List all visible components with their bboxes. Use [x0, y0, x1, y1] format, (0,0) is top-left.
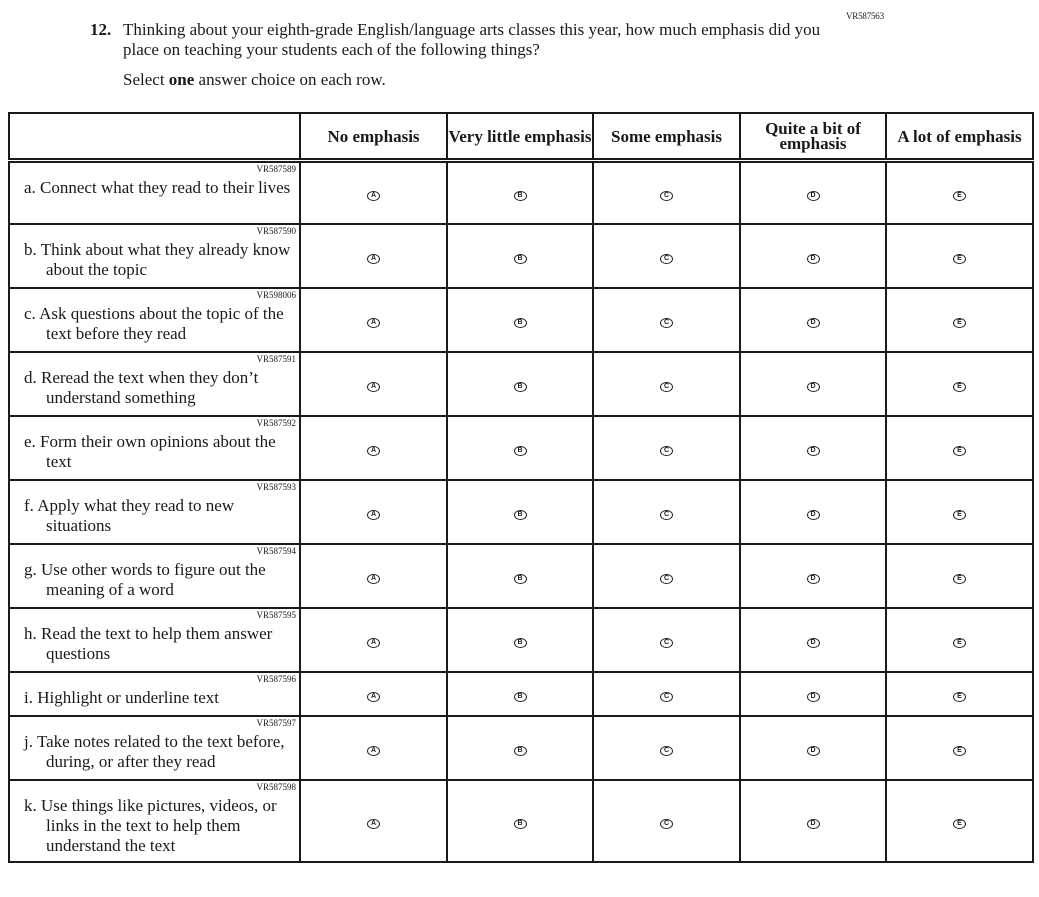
option-cell	[593, 352, 740, 416]
answer-bubble-b[interactable]: B	[514, 638, 527, 648]
option-cell	[740, 416, 886, 480]
answer-bubble-d[interactable]: D	[807, 318, 820, 328]
option-cell	[593, 608, 740, 672]
option-cell	[593, 224, 740, 288]
option-cell	[740, 672, 886, 716]
item-cell	[9, 288, 300, 352]
item-letter: h.	[24, 623, 37, 643]
instruction-post: answer choice on each row.	[194, 70, 386, 89]
option-cell	[886, 416, 1033, 480]
question-text: Thinking about your eighth-grade English/language arts classes this year, how much emphasis did you place on teaching your students each of the following things?	[123, 20, 821, 59]
answer-bubble-d[interactable]: D	[807, 254, 820, 264]
option-cell	[300, 288, 447, 352]
table-row	[9, 716, 1033, 780]
answer-bubble-e[interactable]: E	[953, 574, 966, 584]
item-letter: d.	[24, 367, 37, 387]
table-row	[9, 544, 1033, 608]
instruction	[123, 70, 386, 90]
item-text: Read the text to help them answer questions	[41, 623, 273, 663]
item-letter: a.	[24, 178, 36, 197]
item-code: VR598006	[256, 289, 296, 300]
answer-bubble-d[interactable]: D	[807, 382, 820, 392]
answer-bubble-d[interactable]: D	[807, 510, 820, 520]
table-row	[9, 352, 1033, 416]
answer-bubble-a[interactable]: A	[367, 318, 380, 328]
item-text: Highlight or underline text	[37, 687, 220, 707]
item-letter: e.	[24, 431, 36, 451]
option-cell	[886, 544, 1033, 608]
column-header: No emphasis	[300, 113, 447, 161]
column-header: Quite a bit of emphasis	[740, 113, 886, 161]
option-cell	[740, 608, 886, 672]
item-cell	[9, 780, 300, 862]
option-cell	[300, 608, 447, 672]
answer-bubble-a[interactable]: A	[367, 382, 380, 392]
option-cell	[300, 161, 447, 224]
option-cell	[447, 672, 593, 716]
item-code: VR587597	[256, 717, 296, 728]
option-cell	[886, 716, 1033, 780]
option-cell	[740, 161, 886, 224]
answer-bubble-c[interactable]: C	[660, 510, 673, 520]
item-cell	[9, 608, 300, 672]
header-row	[9, 113, 1033, 161]
answer-bubble-a[interactable]: A	[367, 692, 380, 702]
option-cell	[886, 480, 1033, 544]
answer-bubble-d[interactable]: D	[807, 819, 820, 829]
option-cell	[886, 224, 1033, 288]
option-cell	[740, 780, 886, 862]
column-header: Very little emphasis	[447, 113, 593, 161]
answer-bubble-c[interactable]: C	[660, 574, 673, 584]
item-text: Use things like pictures, videos, or links in the text to help them understand the text	[41, 795, 277, 855]
option-cell	[886, 672, 1033, 716]
item-code: VR587595	[256, 609, 296, 620]
item-label	[10, 728, 299, 772]
answer-bubble-a[interactable]: A	[367, 819, 380, 829]
answer-bubble-c[interactable]: C	[660, 746, 673, 756]
answer-bubble-e[interactable]: E	[953, 510, 966, 520]
answer-bubble-a[interactable]: A	[367, 574, 380, 584]
item-code: VR587598	[256, 781, 296, 792]
option-cell	[447, 288, 593, 352]
item-label	[10, 236, 299, 280]
option-cell	[447, 224, 593, 288]
answer-bubble-d[interactable]: D	[807, 638, 820, 648]
answer-bubble-b[interactable]: B	[514, 382, 527, 392]
item-label	[10, 300, 299, 344]
item-code: VR587589	[256, 164, 296, 174]
option-cell	[300, 716, 447, 780]
answer-bubble-a[interactable]: A	[367, 746, 380, 756]
answer-bubble-d[interactable]: D	[807, 746, 820, 756]
answer-bubble-d[interactable]: D	[807, 446, 820, 456]
item-text: Reread the text when they don’t understand something	[41, 367, 259, 407]
item-cell	[9, 416, 300, 480]
option-cell	[740, 288, 886, 352]
item-code: VR587591	[256, 353, 296, 364]
item-text: Form their own opinions about the text	[40, 431, 276, 471]
option-cell	[886, 161, 1033, 224]
answer-bubble-a[interactable]: A	[367, 510, 380, 520]
item-code: VR587592	[256, 417, 296, 428]
item-code: VR587590	[256, 225, 296, 236]
answer-bubble-c[interactable]: C	[660, 692, 673, 702]
answer-bubble-c[interactable]: C	[660, 191, 673, 201]
answer-bubble-e[interactable]: E	[953, 191, 966, 201]
answer-bubble-e[interactable]: E	[953, 318, 966, 328]
item-text: Ask questions about the topic of the text before they read	[39, 303, 284, 343]
table-row	[9, 416, 1033, 480]
answer-bubble-d[interactable]: D	[807, 574, 820, 584]
item-letter: k.	[24, 795, 37, 815]
answer-bubble-b[interactable]: B	[514, 574, 527, 584]
item-cell	[9, 544, 300, 608]
option-cell	[300, 352, 447, 416]
answer-bubble-d[interactable]: D	[807, 692, 820, 702]
answer-bubble-a[interactable]: A	[367, 638, 380, 648]
option-cell	[593, 480, 740, 544]
item-label	[10, 792, 299, 856]
answer-bubble-e[interactable]: E	[953, 746, 966, 756]
option-cell	[447, 161, 593, 224]
item-text: Use other words to figure out the meaning of a word	[41, 559, 266, 599]
item-text: Think about what they already know about the topic	[40, 239, 291, 279]
item-letter: f.	[24, 495, 34, 515]
item-cell	[9, 480, 300, 544]
option-cell	[300, 672, 447, 716]
item-letter: g.	[24, 559, 37, 579]
option-cell	[300, 224, 447, 288]
option-cell	[886, 780, 1033, 862]
column-header: A lot of emphasis	[886, 113, 1033, 161]
table-row	[9, 480, 1033, 544]
answer-bubble-c[interactable]: C	[660, 254, 673, 264]
header-blank	[9, 113, 300, 161]
instruction-bold: one	[168, 70, 195, 89]
option-cell	[740, 716, 886, 780]
answer-bubble-b[interactable]: B	[514, 692, 527, 702]
table-row	[9, 780, 1033, 862]
option-cell	[886, 608, 1033, 672]
option-cell	[593, 780, 740, 862]
answer-bubble-a[interactable]: A	[367, 254, 380, 264]
item-text: Apply what they read to new situations	[37, 495, 235, 535]
answer-bubble-c[interactable]: C	[660, 382, 673, 392]
option-cell	[447, 716, 593, 780]
option-cell	[447, 480, 593, 544]
item-text: Connect what they read to their lives	[40, 178, 291, 197]
option-cell	[886, 352, 1033, 416]
item-letter: b.	[24, 239, 37, 259]
option-cell	[447, 416, 593, 480]
column-header: Some emphasis	[593, 113, 740, 161]
table-row	[9, 288, 1033, 352]
item-code: VR587593	[256, 481, 296, 492]
answer-bubble-e[interactable]: E	[953, 638, 966, 648]
item-letter: j.	[24, 731, 33, 751]
option-cell	[593, 672, 740, 716]
answer-bubble-d[interactable]: D	[807, 191, 820, 201]
item-letter: c.	[24, 303, 36, 323]
item-cell	[9, 352, 300, 416]
answer-bubble-b[interactable]: B	[514, 191, 527, 201]
item-code: VR587594	[256, 545, 296, 556]
option-cell	[593, 416, 740, 480]
answer-bubble-e[interactable]: E	[953, 819, 966, 829]
option-cell	[740, 544, 886, 608]
answer-bubble-e[interactable]: E	[953, 692, 966, 702]
option-cell	[447, 352, 593, 416]
instruction-pre: Select	[123, 70, 169, 89]
item-label	[10, 428, 299, 472]
item-label	[10, 556, 299, 600]
item-cell	[9, 224, 300, 288]
response-grid	[8, 112, 1034, 863]
item-label	[10, 174, 299, 198]
answer-bubble-c[interactable]: C	[660, 318, 673, 328]
answer-bubble-b[interactable]: B	[514, 254, 527, 264]
answer-bubble-e[interactable]: E	[953, 446, 966, 456]
item-label	[10, 684, 299, 708]
table-row	[9, 161, 1033, 224]
option-cell	[740, 480, 886, 544]
answer-bubble-b[interactable]: B	[514, 819, 527, 829]
item-code: VR587596	[256, 673, 296, 684]
option-cell	[740, 352, 886, 416]
item-text: Take notes related to the text before, during, or after they read	[36, 731, 285, 771]
table-row	[9, 672, 1033, 716]
option-cell	[740, 224, 886, 288]
answer-bubble-b[interactable]: B	[514, 446, 527, 456]
item-label	[10, 492, 299, 536]
option-cell	[447, 544, 593, 608]
option-cell	[593, 161, 740, 224]
item-label	[10, 620, 299, 664]
option-cell	[447, 608, 593, 672]
option-cell	[300, 780, 447, 862]
answer-bubble-e[interactable]: E	[953, 382, 966, 392]
table-row	[9, 608, 1033, 672]
answer-bubble-a[interactable]: A	[367, 191, 380, 201]
item-cell	[9, 161, 300, 224]
option-cell	[593, 544, 740, 608]
question-number: 12.	[90, 20, 112, 39]
option-cell	[447, 780, 593, 862]
answer-bubble-b[interactable]: B	[514, 510, 527, 520]
answer-bubble-b[interactable]: B	[514, 318, 527, 328]
item-label	[10, 364, 299, 408]
answer-bubble-c[interactable]: C	[660, 446, 673, 456]
option-cell	[300, 544, 447, 608]
answer-bubble-b[interactable]: B	[514, 746, 527, 756]
option-cell	[300, 416, 447, 480]
option-cell	[886, 288, 1033, 352]
item-letter: i.	[24, 687, 33, 707]
answer-bubble-c[interactable]: C	[660, 819, 673, 829]
answer-bubble-c[interactable]: C	[660, 638, 673, 648]
answer-bubble-a[interactable]: A	[367, 446, 380, 456]
question-id: VR587563	[846, 11, 884, 21]
option-cell	[593, 288, 740, 352]
item-cell	[9, 672, 300, 716]
option-cell	[300, 480, 447, 544]
option-cell	[593, 716, 740, 780]
item-cell	[9, 716, 300, 780]
answer-bubble-e[interactable]: E	[953, 254, 966, 264]
table-row	[9, 224, 1033, 288]
